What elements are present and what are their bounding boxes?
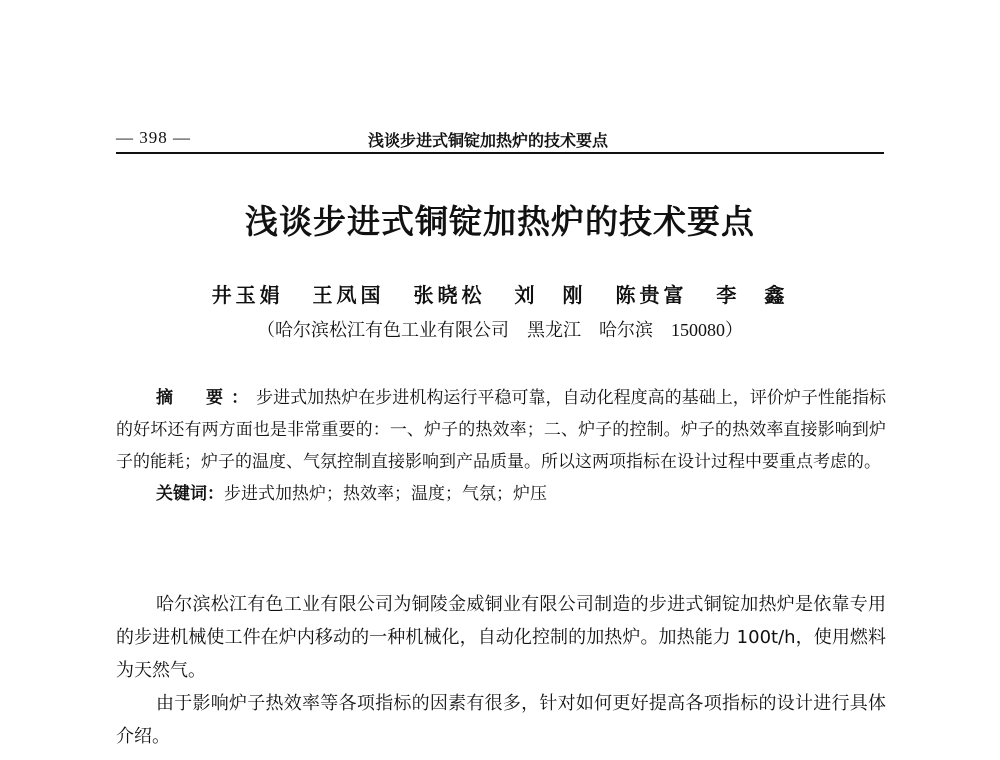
author: 李 鑫 (716, 283, 789, 307)
body-paragraph: 哈尔滨松江有色工业有限公司为铜陵金威铜业有限公司制造的步进式铜锭加热炉是依靠专用的步进机械使工件在炉内移动的一种机械化，自动化控制的加热炉。加热能力 100t/h，使用燃料为天然气。 (116, 594, 886, 681)
author: 陈贵富 (615, 283, 688, 307)
body-text (116, 588, 886, 753)
abstract-section (116, 382, 886, 510)
body-paragraph: 由于影响炉子热效率等各项指标的因素有很多，针对如何更好提高各项指标的设计进行具体介绍。 (116, 693, 886, 747)
keywords-label: 关键词： (156, 484, 224, 504)
running-header (116, 126, 884, 154)
abstract-text: 步进式加热炉在步进机构运行平稳可靠，自动化程度高的基础上，评价炉子性能指标的好坏还有两方面也是非常重要的：一、炉子的热效率；二、炉子的控制。炉子的热效率直接影响到炉子的能耗；炉子的温度、气氛控制直接影响到产品质量。所以这两项指标在设计过程中要重点考虑的。 (116, 388, 887, 472)
author: 张晓松 (413, 283, 486, 307)
affiliation: （哈尔滨松江有色工业有限公司 黑龙江 哈尔滨 150080） (257, 320, 743, 340)
author: 刘 刚 (514, 283, 587, 307)
keywords (116, 478, 886, 510)
running-title: 浅谈步进式铜锭加热炉的技术要点 (368, 131, 609, 150)
keywords-text: 步进式加热炉；热效率；温度；气氛；炉压 (224, 484, 547, 504)
author-list (0, 279, 1000, 308)
author: 王凤国 (312, 283, 385, 307)
page-number: — 398 — (116, 128, 191, 147)
author: 井玉娟 (211, 283, 284, 307)
abstract-label: 摘 要： (156, 388, 257, 408)
abstract (116, 382, 886, 478)
paper-title: 浅谈步进式铜锭加热炉的技术要点 (245, 202, 755, 241)
